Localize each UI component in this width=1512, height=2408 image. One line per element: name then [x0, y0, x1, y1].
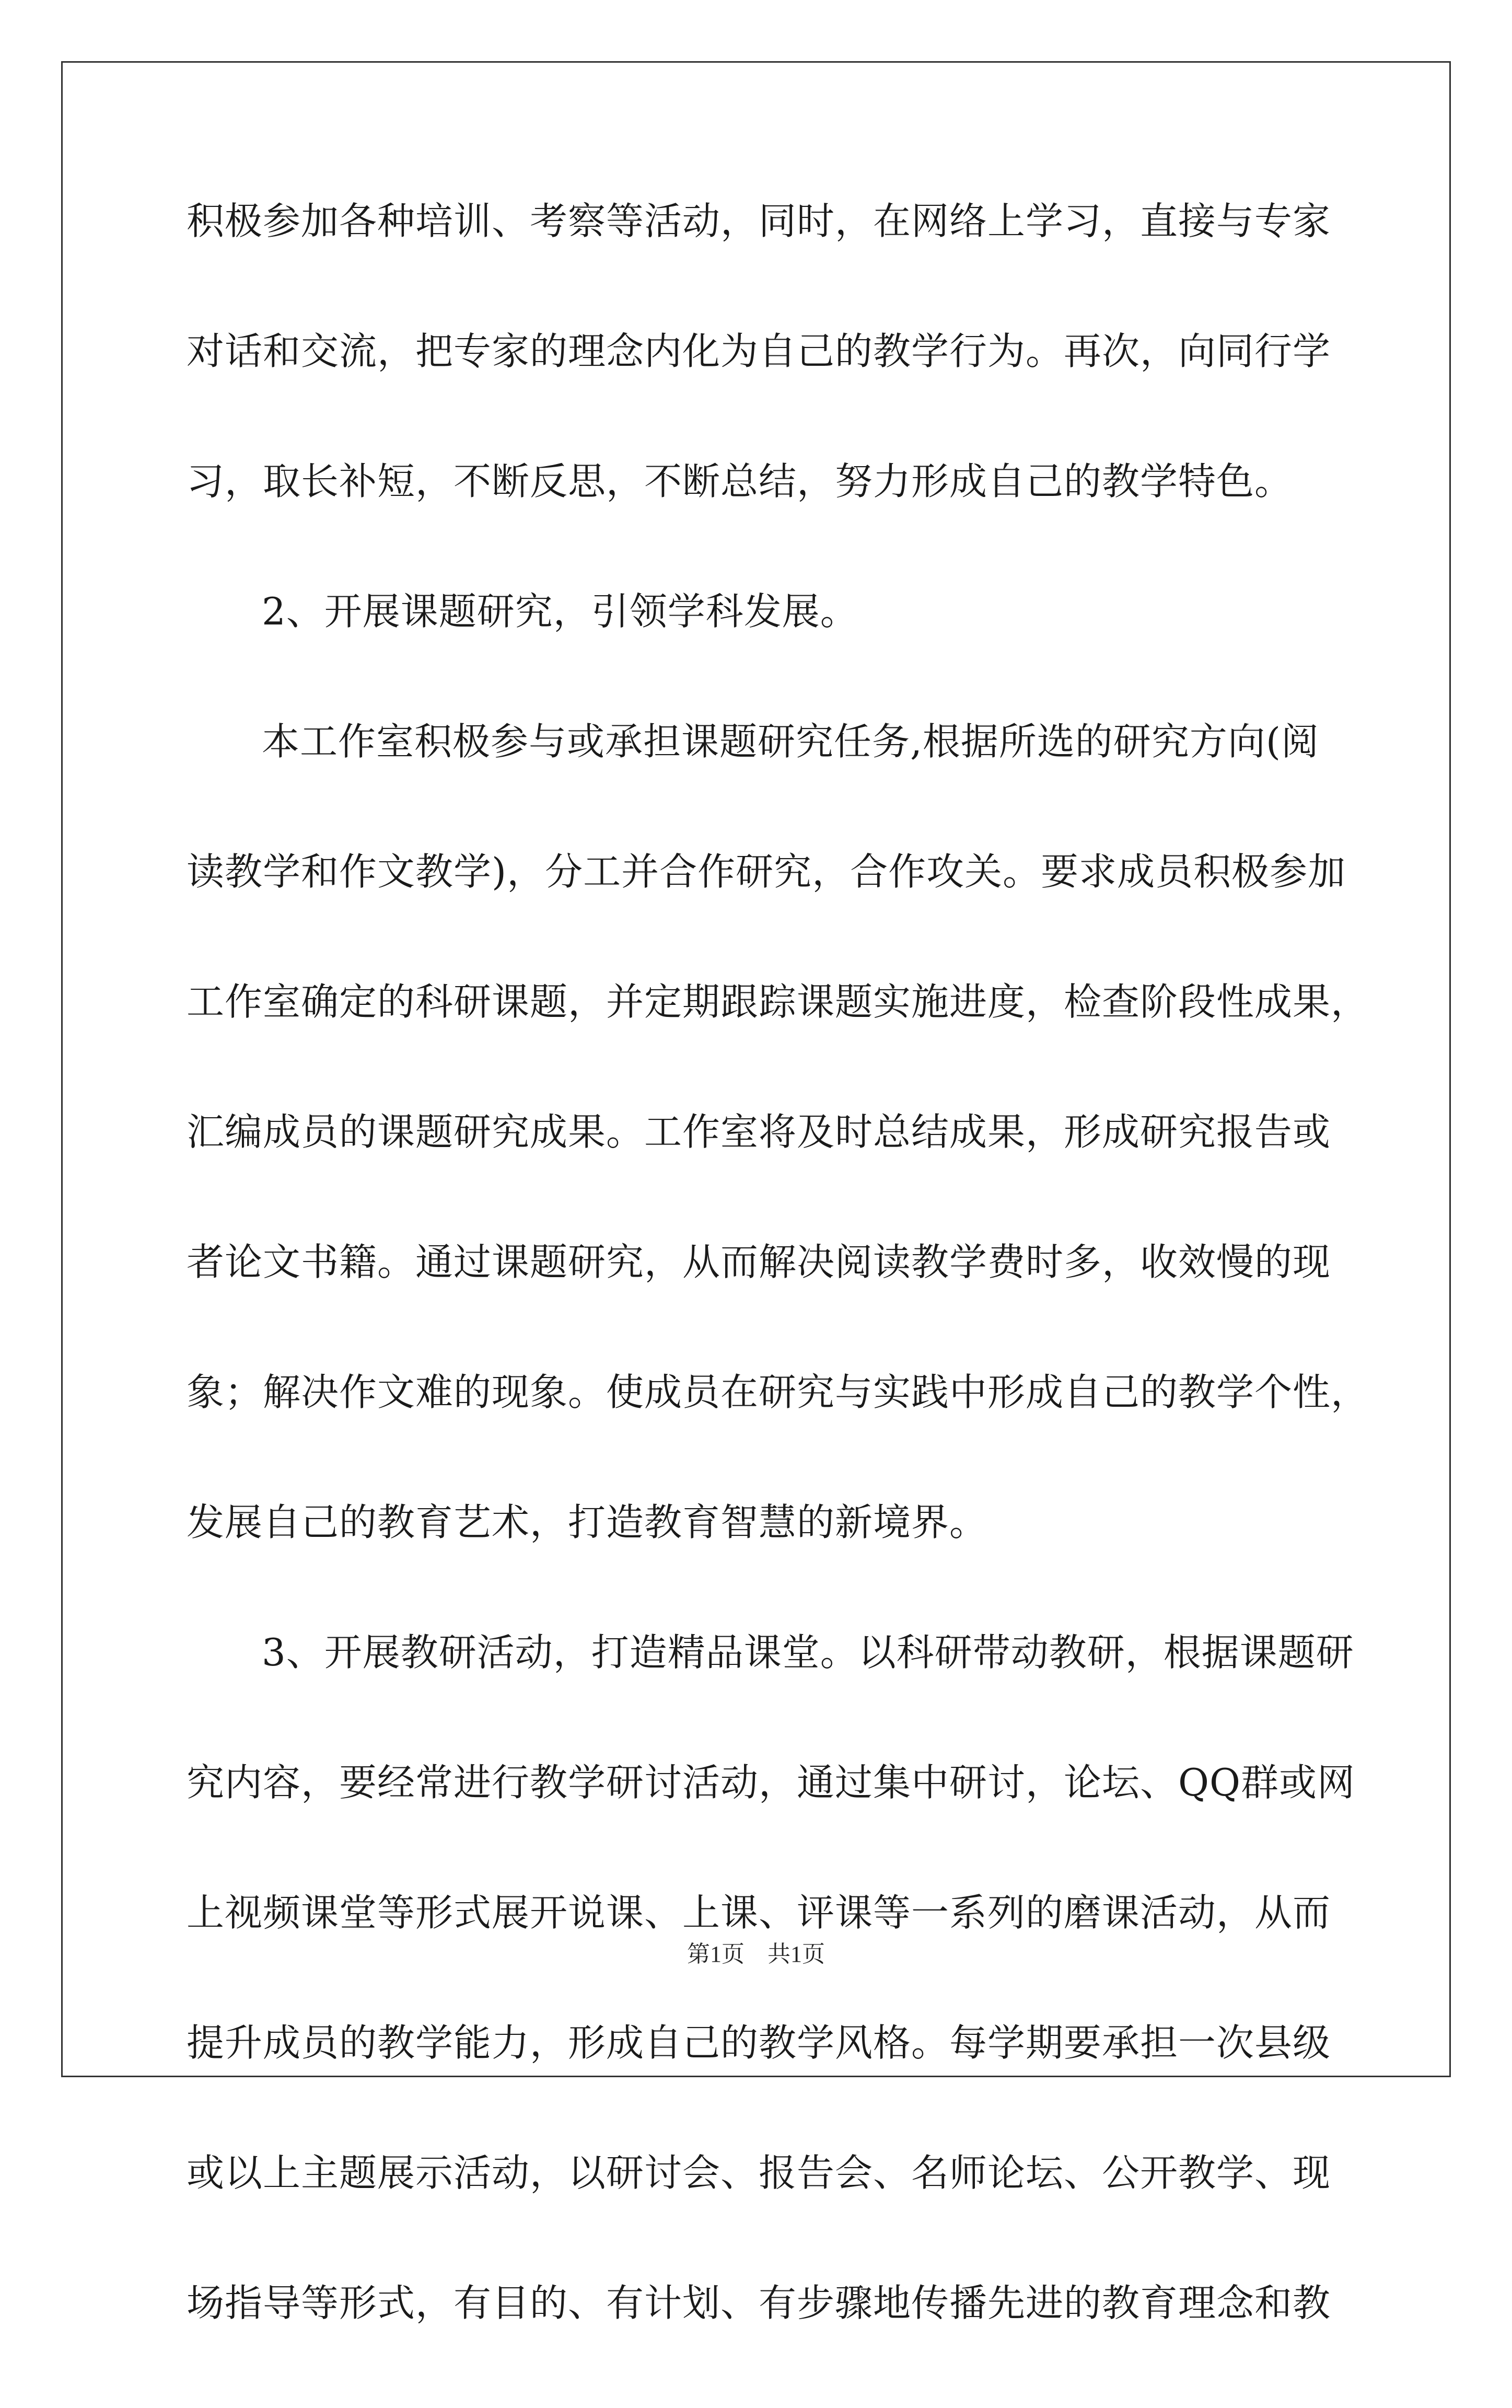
section-heading: 3、开展教研活动，打造精品课堂。以科研带动教研，根据课题研 [262, 1630, 1354, 1674]
text-line: 本工作室积极参与或承担课题研究任务,根据所选的研究方向(阅 [262, 720, 1319, 763]
text-line: 或以上主题展示活动，以研讨会、报告会、名师论坛、公开教学、现 [187, 2151, 1331, 2195]
document-body [187, 196, 1369, 2408]
section-heading: 2、开展课题研究，引领学科发展。 [262, 589, 858, 633]
text-line: 提升成员的教学能力，形成自己的教学风格。每学期要承担一次县级 [187, 2021, 1331, 2065]
text-line: 对话和交流，把专家的理念内化为自己的教学行为。再次，向同行学 [187, 329, 1331, 373]
text-line: 工作室确定的科研课题，并定期跟踪课题实施进度，检查阶段性成果， [187, 980, 1369, 1024]
text-line: 汇编成员的课题研究成果。工作室将及时总结成果，形成研究报告或 [187, 1110, 1331, 1154]
page-total: 共1页 [767, 1941, 825, 1967]
text-line: 者论文书籍。通过课题研究，从而解决阅读教学费时多，收效慢的现 [187, 1240, 1331, 1284]
text-line: 上视频课堂等形式展开说课、上课、评课等一系列的磨课活动，从而 [187, 1891, 1331, 1935]
text-line: 发展自己的教育艺术，打造教育智慧的新境界。 [187, 1500, 988, 1544]
text-line: 场指导等形式，有目的、有计划、有步骤地传播先进的教育理念和教 [187, 2281, 1331, 2325]
text-line: 习，取长补短，不断反思，不断总结，努力形成自己的教学特色。 [187, 459, 1293, 503]
text-line: 读教学和作文教学)，分工并合作研究，合作攻关。要求成员积极参加 [187, 850, 1346, 894]
text-line: 究内容，要经常进行教学研讨活动，通过集中研讨，论坛、QQ群或网 [187, 1761, 1356, 1804]
page-number: 第1页 [687, 1941, 745, 1967]
text-line: 象；解决作文难的现象。使成员在研究与实践中形成自己的教学个性， [187, 1370, 1369, 1414]
text-line: 积极参加各种培训、考察等活动，同时，在网络上学习，直接与专家 [187, 199, 1331, 243]
page-footer [0, 1939, 1512, 1970]
